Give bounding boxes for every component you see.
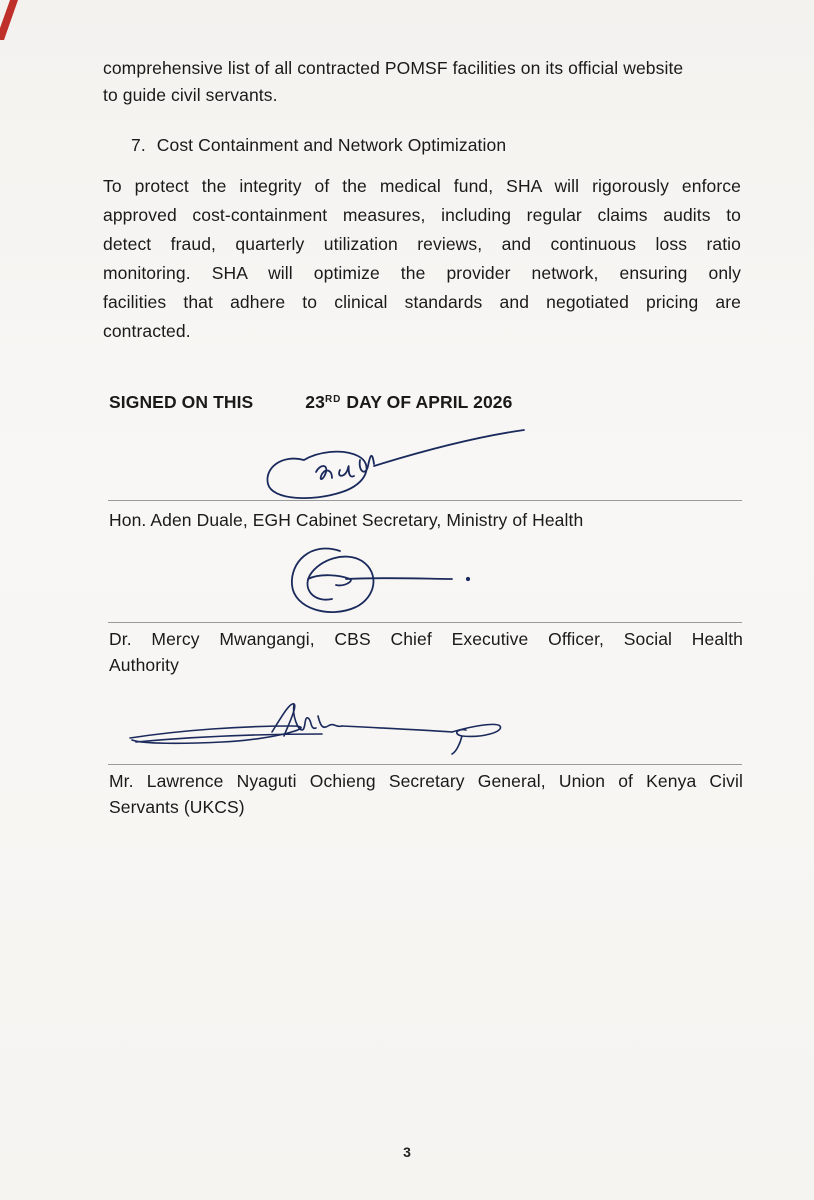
signing-label: SIGNED ON THIS bbox=[109, 392, 254, 412]
signing-day: 23 bbox=[305, 392, 325, 412]
section-number: 7. bbox=[131, 135, 146, 155]
page-number: 3 bbox=[403, 1144, 411, 1160]
signature-mwangangi bbox=[280, 533, 480, 623]
signing-date-line bbox=[109, 392, 512, 413]
signatory-line: Dr. Mercy Mwangangi, CBS Chief Executive Officer, Social Health bbox=[109, 629, 743, 649]
paragraph-line: detect fraud, quarterly utilization reviews, and continuous loss ratio bbox=[103, 234, 741, 254]
paragraph-line: contracted. bbox=[103, 321, 191, 341]
section-title: Cost Containment and Network Optimization bbox=[156, 135, 507, 155]
corner-mark bbox=[0, 0, 30, 40]
signatory-line: Authority bbox=[109, 655, 179, 675]
signing-rest: DAY OF APRIL 2026 bbox=[346, 392, 513, 412]
signature-rule bbox=[108, 764, 742, 765]
paragraph-line: facilities that adhere to clinical standards and negotiated pricing are bbox=[103, 292, 741, 312]
intro-line: comprehensive list of all contracted POMSF facilities on its official website bbox=[103, 58, 684, 78]
signature-ochieng bbox=[122, 696, 512, 758]
paragraph-line: approved cost-containment measures, including regular claims audits to bbox=[103, 205, 741, 225]
signature-rule bbox=[108, 622, 742, 623]
paragraph-line: monitoring. SHA will optimize the provider network, ensuring only bbox=[103, 263, 741, 283]
signatory-line: Servants (UKCS) bbox=[109, 797, 245, 817]
signature-duale bbox=[262, 420, 532, 510]
signatory-line: Mr. Lawrence Nyaguti Ochieng Secretary General, Union of Kenya Civil bbox=[109, 771, 743, 791]
paragraph-line: To protect the integrity of the medical fund, SHA will rigorously enforce bbox=[103, 176, 741, 196]
signatory-line: Hon. Aden Duale, EGH Cabinet Secretary, Ministry of Health bbox=[109, 510, 584, 530]
section-heading bbox=[131, 135, 506, 156]
intro-line: to guide civil servants. bbox=[103, 85, 278, 105]
signing-day-suffix: RD bbox=[324, 394, 342, 405]
signature-rule bbox=[108, 500, 742, 501]
